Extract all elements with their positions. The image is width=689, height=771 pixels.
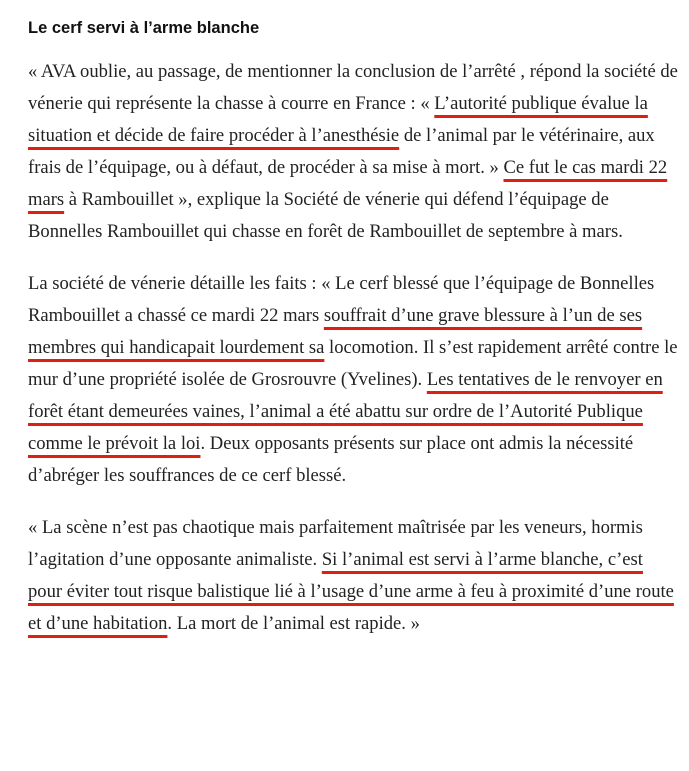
- paragraph-1: [28, 56, 678, 248]
- text-segment: « AVA oublie, au passage, de mentionner la conclusion de l’arrêté , répond la société de vénerie qui représente la chasse à courre en France : «: [28, 61, 678, 114]
- highlighted-segment: Ce fut le cas mardi 22 mars: [28, 157, 668, 210]
- text-segment: de l’animal par le vétérinaire, aux frais de l’équipage, ou à défaut, de procéder à sa mise à mort. »: [28, 125, 655, 178]
- section-heading: Le cerf servi à l’arme blanche: [28, 19, 260, 37]
- text-segment: La société de vénerie détaille les faits : « Le cerf blessé que l’équipage de Bonnelles Rambouillet a chassé ce mardi 22 mars: [28, 273, 655, 326]
- text-segment: « La scène n’est pas chaotique mais parfaitement maîtrisée par les veneurs, hormis l’agitation d’une opposante animaliste.: [28, 517, 643, 570]
- text-segment: locomotion. Il s’est rapidement arrêté contre le mur d’une propriété isolée de Grosrouvre (Yvelines).: [28, 337, 678, 390]
- highlighted-segment: L’autorité publique évalue la situation et décide de faire procéder à l’anesthésie: [28, 93, 648, 146]
- highlighted-segment: Les tentatives de le renvoyer en forêt étant demeurées vaines, l’animal a été abattu sur ordre de l’Autorité Publique comme le prévoit la loi: [28, 369, 663, 454]
- highlighted-segment: souffrait d’une grave blessure à l’un de ses membres qui handicapait lourdement sa: [28, 305, 643, 358]
- article-body: [28, 14, 678, 660]
- paragraph-3: [28, 512, 678, 640]
- highlighted-segment: Si l’animal est servi à l’arme blanche, c’est pour éviter tout risque balistique lié à l’usage d’une arme à feu à proximité d’une route et d’une habitation: [28, 549, 674, 634]
- text-segment: . La mort de l’animal est rapide. »: [167, 613, 420, 634]
- paragraph-2: [28, 268, 678, 492]
- text-segment: . Deux opposants présents sur place ont admis la nécessité d’abréger les souffrances de ce cerf blessé.: [28, 433, 634, 486]
- text-segment: à Rambouillet », explique la Société de vénerie qui défend l’équipage de Bonnelles Rambouillet qui chasse en forêt de Rambouillet de septembre à mars.: [28, 189, 623, 242]
